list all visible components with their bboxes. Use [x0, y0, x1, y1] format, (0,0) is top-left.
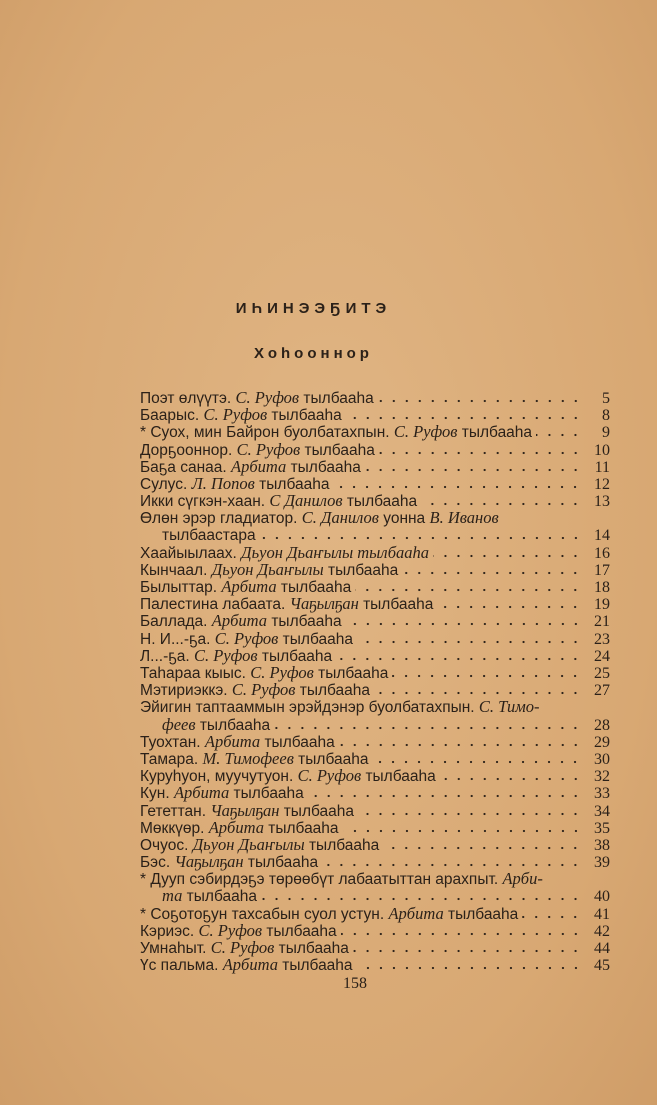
entry-text: Мөккүөр. [140, 819, 209, 837]
entry-text: тылбааһа [262, 922, 337, 940]
toc-page-number: 40 [594, 888, 610, 906]
author-name: С. Руфов [214, 628, 279, 648]
entry-text: * Дууп сэбирдэҕэ төрөөбүт лабаатыттан арахпыт. [140, 871, 503, 889]
entry-text: Куруһуон, муучутуон. [140, 768, 298, 786]
entry-text: тылбааһа [277, 957, 353, 975]
leader-dots [379, 451, 582, 455]
toc-entry-text [140, 423, 532, 441]
author-name: Арбита [208, 817, 264, 837]
entry-text: тылбааһа [313, 665, 389, 682]
leader-dots [383, 846, 582, 850]
entry-text: Мэтириэккэ. [140, 682, 232, 700]
leader-dots [308, 794, 582, 798]
toc-entry-text [162, 527, 256, 544]
entry-text: тылбааһа [195, 716, 271, 734]
author-name: Чаҕылҕан [174, 852, 244, 872]
entry-text: тылбааһа [260, 733, 335, 751]
entry-text: Баҕа санаа. [140, 458, 232, 476]
leader-dots [346, 622, 582, 626]
toc-entry [140, 612, 610, 629]
toc-page-number: 18 [594, 579, 610, 597]
leader-dots [322, 863, 582, 867]
leader-dots [421, 502, 582, 506]
entry-text: тылбааһа [267, 407, 342, 425]
leader-dots [372, 760, 582, 764]
toc-page-number: 21 [594, 613, 610, 631]
toc-entry [140, 647, 610, 664]
toc-entry [140, 956, 610, 973]
toc-entry [140, 870, 610, 887]
entry-text: Кун. [140, 785, 174, 803]
entry-text: Кэриэс. [140, 922, 199, 940]
author-name: Л. Попов [191, 473, 255, 493]
author-name: С. Руфов [236, 439, 301, 459]
toc-entry [140, 802, 610, 819]
entry-text: Таһараа кыыс. [140, 665, 251, 682]
entry-text: тылбааһа [304, 836, 380, 854]
toc-page-number: 30 [594, 750, 610, 768]
toc-page-number: 27 [594, 682, 610, 700]
leader-dots [357, 640, 582, 644]
toc-entry [140, 406, 610, 423]
author-name: Дьуон Дьаҥылы [211, 559, 324, 579]
leader-dots [358, 812, 582, 816]
table-of-contents [140, 389, 610, 973]
entry-text: тылбааһа [276, 579, 352, 597]
entry-text: тылбааһа [278, 630, 353, 648]
toc-page-number: 34 [594, 802, 610, 820]
toc-page-number: 25 [594, 665, 610, 682]
toc-entry [140, 853, 610, 870]
toc-entry [140, 922, 610, 939]
toc-page-number: 16 [594, 544, 610, 562]
leader-dots [353, 949, 582, 953]
toc-entry-continuation [140, 887, 610, 904]
leader-dots [437, 605, 582, 609]
author-name: С. Руфов [203, 405, 268, 425]
entry-text: тылбааһа [361, 768, 436, 786]
toc-page-number: 24 [594, 647, 610, 665]
entry-text: * Суох, мин Байрон буолбатахпын. [140, 424, 394, 442]
toc-entry-text [140, 595, 433, 613]
toc-entry-text [140, 698, 539, 716]
entry-text: Тамара. [140, 750, 203, 768]
entry-text: тылбааһа [257, 647, 333, 665]
toc-entry [140, 630, 610, 647]
author-name: С. Руфов [297, 766, 362, 786]
author-name: Арбита [221, 577, 277, 597]
toc-page-number: 8 [602, 407, 610, 425]
author-name: Дьуон Дьаҥылы тылбааһа [241, 542, 430, 562]
leader-dots [392, 674, 582, 678]
author-name: та [162, 886, 183, 906]
leader-dots [378, 399, 582, 403]
leader-dots [346, 416, 582, 420]
toc-page-number: 28 [594, 716, 610, 734]
toc-entry [140, 509, 610, 526]
entry-text: Туохтан. [140, 733, 205, 751]
leader-dots [274, 726, 582, 730]
toc-page-number: 17 [594, 561, 610, 579]
toc-page-number: 33 [594, 785, 610, 803]
toc-entry [140, 784, 610, 801]
entry-text: тылбааһа [286, 458, 361, 476]
toc-entry [140, 767, 610, 784]
toc-entry-text [140, 870, 543, 888]
entry-text: Кынчаал. [140, 561, 212, 579]
entry-text: Сулус. [140, 475, 192, 493]
entry-text: Л...-ҕа. [140, 647, 194, 665]
toc-entry [140, 836, 610, 853]
toc-entry-text [162, 887, 257, 905]
author-name: Арби- [502, 869, 543, 889]
section-title: ИҺИНЭЭҔИТЭ [235, 300, 392, 317]
leader-dots [433, 554, 582, 558]
toc-page-number: 19 [594, 596, 610, 614]
entry-text: Үс пальма. [140, 957, 223, 975]
entry-text: тылбааһа [279, 802, 354, 820]
entry-text: Гететтан. [140, 802, 211, 820]
toc-entry [140, 441, 610, 458]
entry-text: тылбаастара [162, 526, 256, 544]
leader-dots [402, 571, 582, 575]
toc-entry-text [140, 681, 370, 699]
entry-text: тылбааһа [443, 905, 519, 923]
entry-text: Н. И...-ҕа. [140, 630, 215, 648]
toc-page-number: 5 [602, 390, 610, 407]
toc-page-number: 45 [594, 957, 610, 975]
leader-dots [260, 536, 582, 540]
toc-page-number: 23 [594, 630, 610, 648]
entry-text: * Соҕотоҕун тахсабын суол устун. [140, 905, 389, 923]
toc-entry [140, 561, 610, 578]
toc-page-number: 38 [594, 836, 610, 854]
author-name: С Данилов [269, 491, 343, 511]
author-name: феев [162, 714, 196, 734]
toc-entry [140, 458, 610, 475]
entry-text: Дорҕооннор. [140, 441, 237, 459]
entry-text: тылбааһа [323, 561, 399, 579]
entry-text: тылбааһа [254, 475, 330, 493]
author-name: Арбита [204, 731, 261, 751]
toc-page-number: 39 [594, 854, 610, 872]
author-name: С. Руфов [393, 422, 458, 442]
author-name: С. Руфов [250, 663, 314, 682]
entry-text: Умнаһыт. [140, 940, 211, 957]
leader-dots [336, 657, 582, 661]
entry-text: тылбааһа [295, 682, 371, 700]
author-name: Арбита [231, 456, 287, 476]
toc-page-number: 41 [594, 905, 610, 923]
toc-entry [140, 733, 610, 750]
toc-entry [140, 905, 610, 922]
entry-text: Баарыс. [140, 407, 204, 425]
entry-text: Бэс. [140, 854, 175, 872]
leader-dots [261, 897, 582, 901]
entry-text: тылбааһа [229, 785, 304, 803]
leader-dots [333, 485, 582, 489]
entry-text: тылбааһа [293, 750, 369, 768]
toc-entry-text [140, 853, 318, 871]
author-name: Дьуон Дьаҥылы [192, 834, 305, 854]
author-name: С. Руфов [210, 938, 275, 957]
toc-page-number: 14 [594, 526, 610, 544]
toc-entry [140, 475, 610, 492]
toc-entry-text [140, 905, 518, 923]
toc-entry [140, 750, 610, 767]
entry-text: Очуос. [140, 836, 193, 854]
toc-entry-continuation [140, 527, 610, 544]
leader-dots [522, 915, 582, 919]
entry-text: уонна [378, 510, 430, 528]
toc-page-number: 10 [594, 441, 610, 459]
toc-entry-text [140, 509, 499, 527]
entry-text: Хаайыылаах. [140, 544, 242, 562]
toc-entry [140, 595, 610, 612]
author-name: Чаҕылҕан [289, 594, 359, 614]
subsection-title: Хоһооннор [254, 345, 373, 362]
leader-dots [355, 588, 582, 592]
author-name: Арбита [173, 783, 230, 803]
toc-entry [140, 698, 610, 715]
toc-page-number: 42 [594, 922, 610, 940]
entry-text: тылбааһа [457, 424, 533, 442]
leader-dots [365, 468, 582, 472]
author-name: Арбита [211, 611, 268, 631]
toc-page-number: 44 [594, 940, 610, 957]
entry-text: тылбааһа [243, 854, 319, 872]
author-name: С. Руфов [198, 920, 263, 940]
toc-entry [140, 389, 610, 406]
toc-page-number: 9 [602, 424, 610, 442]
entry-text: тылбааһа [300, 441, 375, 459]
leader-dots [536, 433, 582, 437]
leader-dots [343, 829, 582, 833]
author-name: Арбита [222, 955, 278, 975]
entry-text: тылбааһа [274, 940, 349, 957]
author-name: С. Руфов [194, 645, 258, 665]
author-name: С. Руфов [231, 680, 296, 700]
entry-text: Икки сүгкэн-хаан. [140, 493, 270, 511]
toc-entry [140, 423, 610, 440]
entry-text: Эйигин таптааммын эрэйдэнэр буолбатахпын. [140, 699, 479, 717]
toc-page-number: 13 [594, 493, 610, 511]
leader-dots [341, 932, 582, 936]
entry-text: тылбааһа [263, 819, 339, 837]
toc-entry [140, 819, 610, 836]
author-name: М. Тимофеев [202, 748, 294, 768]
author-name: В. Иванов [429, 508, 499, 528]
author-name: С. Тимо- [478, 697, 540, 717]
entry-text: тылбааһа [342, 493, 418, 511]
leader-dots [440, 777, 582, 781]
toc-entry [140, 492, 610, 509]
toc-entry [140, 664, 610, 681]
toc-page-number: 32 [594, 768, 610, 786]
toc-page-number: 11 [594, 458, 610, 476]
author-name: Чаҕылҕан [210, 800, 280, 820]
entry-text: Былыттар. [140, 579, 222, 597]
entry-text: тылбааһа [299, 390, 374, 407]
author-name: С. Данилов [301, 508, 379, 528]
entry-text: тылбааһа [358, 596, 434, 614]
entry-text: Өлөн эрэр гладиатор. [140, 510, 302, 528]
author-name: Арбита [388, 903, 444, 923]
entry-text: Поэт өлүүтэ. [140, 390, 236, 407]
toc-entry [140, 681, 610, 698]
toc-entry-text [140, 406, 342, 424]
leader-dots [339, 743, 582, 747]
toc-page-number: 35 [594, 819, 610, 837]
toc-page-number: 29 [594, 733, 610, 751]
toc-entry-text [140, 956, 353, 974]
toc-entry-continuation [140, 716, 610, 733]
toc-page-number: 12 [594, 475, 610, 493]
entry-text: Палестина лабаата. [140, 596, 290, 614]
author-name: С. Руфов [235, 388, 300, 407]
page-number: 158 [343, 975, 367, 992]
toc-entry [140, 939, 610, 956]
toc-entry [140, 544, 610, 561]
entry-text: Баллада. [140, 613, 212, 631]
leader-dots [374, 691, 582, 695]
entry-text: тылбааһа [267, 613, 342, 631]
entry-text: тылбааһа [182, 888, 257, 906]
toc-entry [140, 578, 610, 595]
leader-dots [357, 966, 582, 970]
